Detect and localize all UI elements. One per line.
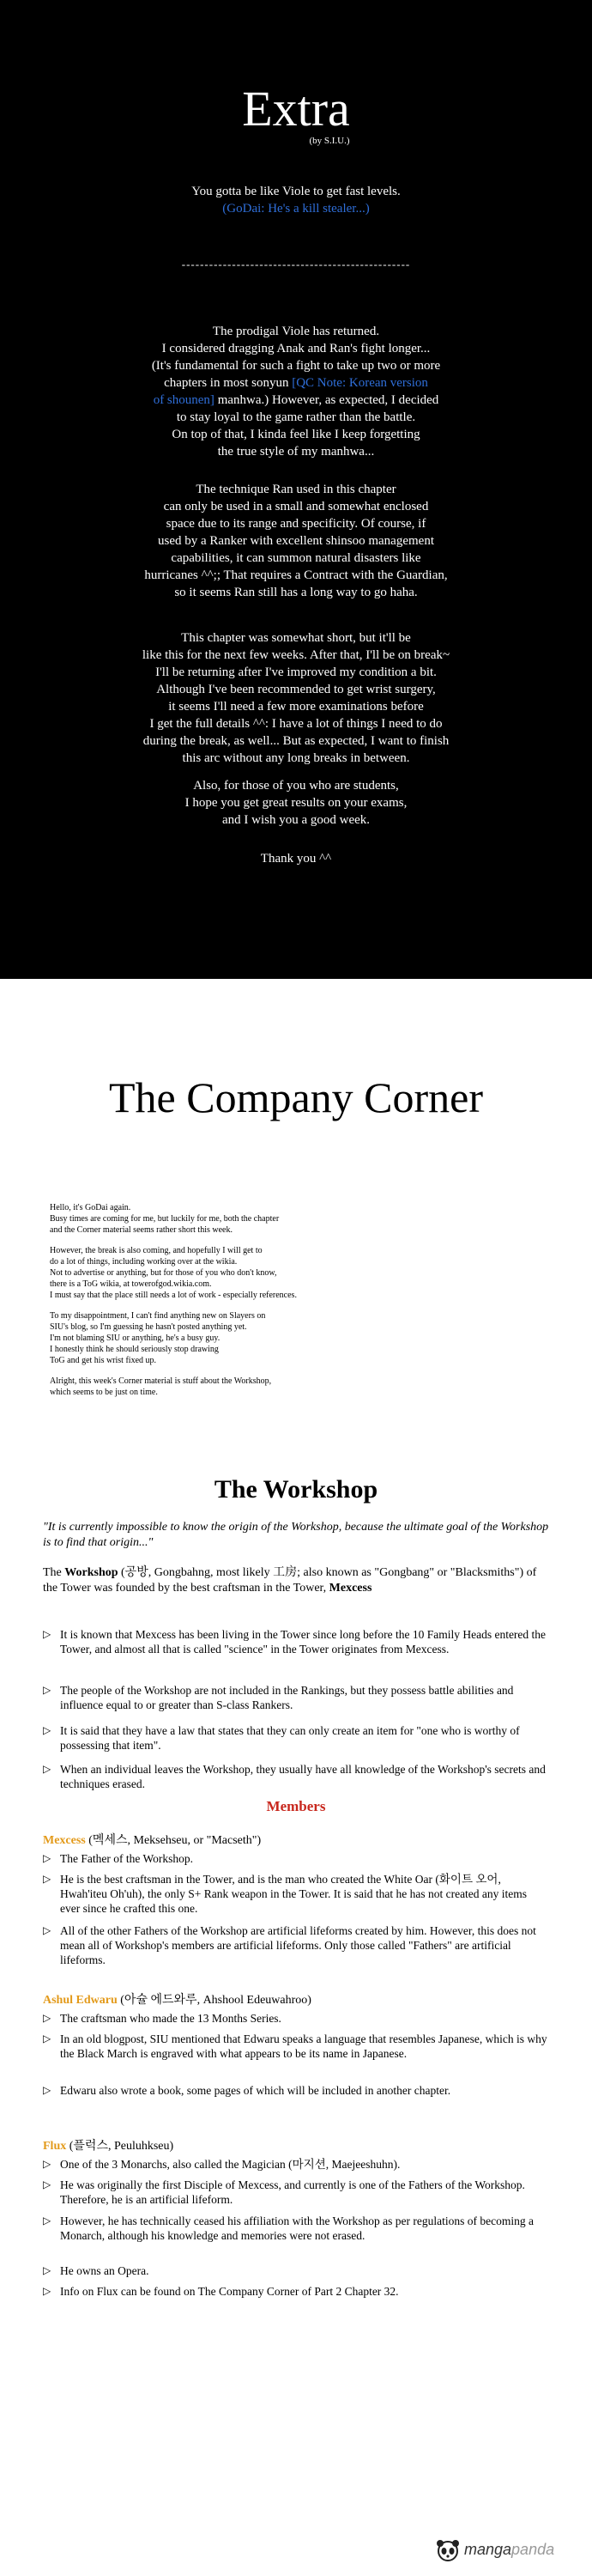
text-line: can only be used in a small and somewhat enclosed [163,500,429,513]
text-line: so it seems Ran still has a long way to go haha. [174,586,418,599]
text-line: To my disappointment, I can't find anything new on Slayers on [50,1311,266,1321]
workshop-quote: "It is currently impossible to know the origin of the Workshop, because the ultimate goal of the Workshop is to find that origin..." [43,1521,549,1549]
intro-paragraph [50,1376,271,1398]
text-line: On top of that, I kinda feel like I keep forgetting [172,428,420,441]
text-line: I must say that the place still needs a lot of work - especially references. [50,1291,297,1300]
text-line: like this for the next few weeks. After that, I'll be on break~ [142,648,450,662]
text-line: capabilities, it can summon natural disasters like [171,551,421,565]
triangle-bullet-icon: ▷ [43,1684,51,1696]
workshop-definition: The Workshop (공방, Gongbahng, most likely 工房; also known as "Gongbang" or "Blacksmiths") of the Tower was founded by the best craftsman in the Tower, Mexcess [43,1566,537,1595]
text-line: this arc without any long breaks in between. [182,751,410,765]
triangle-bullet-icon: ▷ [43,2285,51,2297]
text-line: of shounen] manhwa.) However, as expected, I decided [153,393,439,407]
list-item: ▷ He owns an Opera. [43,2264,149,2277]
extra-title: Extra [242,81,350,137]
text-line: However, the break is also coming, and hopefully I will get to [50,1246,263,1255]
text-line: I hope you get great results on your exams, [184,796,408,810]
thank-you: Thank you ^^ [260,852,332,866]
list-item: ▷ One of the 3 Monarchs, also called the Magician (마지션, Maejeeshuhn). [43,2158,401,2171]
extra-panel [0,0,592,979]
text-line: Hello, it's GoDai again. [50,1203,131,1212]
extra-note [0,183,592,217]
list-item: ▷ All of the other Fathers of the Workshop are artificial lifeforms created by him. However, this does not mean all of Workshop's members are artificial lifeforms. Only those called "Fathers" are artificial lifeforms. [43,1924,536,1966]
text-line: do a lot of things, including working over at the wikia. [50,1257,238,1267]
mangapanda-logo [433,2537,579,2563]
list-item: ▷ He is the best craftsman in the Tower, and is the man who created the White Oar (화이트 오어, Hwah'iteu Oh'uh), the only S+ Rank weapon in the Tower. It is said that he has not created any items ever since he crafted this one. [43,1873,528,1915]
text-line: chapters in most sonyun [QC Note: Korean version [164,376,428,390]
list-item: ▷ He was originally the first Disciple of Mexcess, and currently is one of the Fathers of the Workshop. Therefore, he is an artificial lifeform. [43,2178,525,2206]
triangle-bullet-icon: ▷ [43,2215,51,2227]
triangle-bullet-icon: ▷ [43,1852,51,1864]
triangle-bullet-icon: ▷ [43,1628,51,1640]
text-line: Although I've been recommended to get wrist surgery, [156,683,436,696]
paragraph-2 [0,481,592,601]
text-line: it seems I'll need a few more examinations before [168,700,424,714]
triangle-bullet-icon: ▷ [43,2264,51,2276]
paragraph-4 [0,777,592,829]
text-line: and I wish you a good week. [221,813,371,827]
text-line: Not to advertise or anything, but for those of you who don't know, [50,1268,277,1278]
logo-text: mangapanda [464,2541,555,2558]
extra-byline: (by S.I.U.) [309,136,350,146]
triangle-bullet-icon: ▷ [43,1873,51,1885]
list-item: ▷ In an old blogpost, SIU mentioned that Edwaru speaks a language that resembles Japanese, which is why the Black March is engraved with what appears to be its name in Japanese. [43,2032,547,2060]
text-line: there is a ToG wikia, at towerofgod.wikia.com. [50,1279,212,1289]
triangle-bullet-icon: ▷ [43,1924,51,1936]
triangle-bullet-icon: ▷ [43,2032,51,2044]
triangle-bullet-icon: ▷ [43,1724,51,1736]
text-line: used by a Ranker with excellent shinsoo management [158,534,434,548]
members-heading: Members [266,1798,326,1814]
list-item: ▷ It is known that Mexcess has been living in the Tower since long before the 10 Family Heads entered the Tower, and almost all that is called "science" in the Tower originates from Mexcess. [43,1628,547,1656]
member-heading: Mexcess (멕세스, Meksehseu, or "Macseth") [43,1834,262,1847]
workshop-title: The Workshop [214,1475,378,1504]
text-line: (It's fundamental for such a fight to take up two or more [151,359,441,373]
text-line: hurricanes ^^;; That requires a Contract with the Guardian, [144,568,448,582]
intro-paragraph [50,1245,297,1301]
note-line-blue: (GoDai: He's a kill stealer...) [222,202,370,216]
text-line: I'll be returning after I've improved my condition a bit. [155,665,437,679]
text-line: I'm not blaming SIU or anything, he's a busy guy. [50,1334,220,1343]
text-line: to stay loyal to the game rather than the battle. [176,410,416,424]
text-line: I considered dragging Anak and Ran's fight longer... [161,342,431,355]
intro-paragraph [50,1202,279,1236]
text-line: the true style of my manhwa... [217,445,375,459]
list-item: ▷ The craftsman who made the 13 Months Series. [43,2012,281,2025]
text-line: which seems to be just on time. [50,1388,158,1397]
text-line: ToG and get his wrist fixed up. [50,1356,157,1365]
list-item: ▷ When an individual leaves the Workshop, they usually have all knowledge of the Workshop's secrets and techniques erased. [43,1763,546,1790]
member-heading: Ashul Edwaru (아슐 에드와루, Ahshool Edeuwahroo) [43,1994,311,2007]
triangle-bullet-icon: ▷ [43,2158,51,2170]
text-line: The technique Ran used in this chapter [196,483,396,496]
text-line: I honestly think he should seriously stop drawing [50,1345,219,1354]
triangle-bullet-icon: ▷ [43,2012,51,2024]
list-item: ▷ Edwaru also wrote a book, some pages of which will be included in another chapter. [43,2084,451,2097]
text-line: I get the full details ^^: I have a lot of things I need to do [149,717,443,731]
list-item: ▷ However, he has technically ceased his affiliation with the Workshop as per regulations of becoming a Monarch, although his knowledge and memories were not erased. [43,2215,534,2242]
text-line: SIU's blog, so I'm guessing he hasn't posted anything yet. [50,1322,247,1332]
list-item: ▷ The Father of the Workshop. [43,1852,194,1865]
intro-paragraph [50,1310,265,1366]
list-item: ▷ It is said that they have a law that states that they can only create an item for "one who is worthy of possessing that item". [43,1724,520,1752]
text-line: and the Corner material seems rather short this week. [50,1225,233,1235]
note-line: You gotta be like Viole to get fast levels. [191,185,401,198]
paragraph-3 [0,629,592,767]
member-heading: Flux (플럭스, Peuluhkseu) [43,2140,174,2153]
triangle-bullet-icon: ▷ [43,2084,51,2096]
text-line: Also, for those of you who are students, [193,779,399,793]
text-line: This chapter was somewhat short, but it'll be [181,631,411,645]
paragraph-1 [0,323,592,460]
triangle-bullet-icon: ▷ [43,2178,51,2190]
corner-title: The Company Corner [108,1073,483,1121]
list-item: ▷ Info on Flux can be found on The Company Corner of Part 2 Chapter 32. [43,2285,399,2298]
list-item: ▷ The people of the Workshop are not included in the Rankings, but they possess battle abilities and influence equal to or greater than S-class Rankers. [43,1684,514,1711]
text-line: The prodigal Viole has returned. [212,325,380,338]
text-line: during the break, as well... But as expected, I want to finish [142,734,450,748]
text-line: space due to its range and specificity. Of course, if [166,517,426,531]
text-line: Alright, this week's Corner material is stuff about the Workshop, [50,1376,272,1386]
text-line: Busy times are coming for me, but luckily for me, both the chapter [50,1214,280,1224]
panda-icon [433,2537,462,2563]
divider: -------------------------------------------------- [181,258,411,270]
triangle-bullet-icon: ▷ [43,1763,51,1775]
